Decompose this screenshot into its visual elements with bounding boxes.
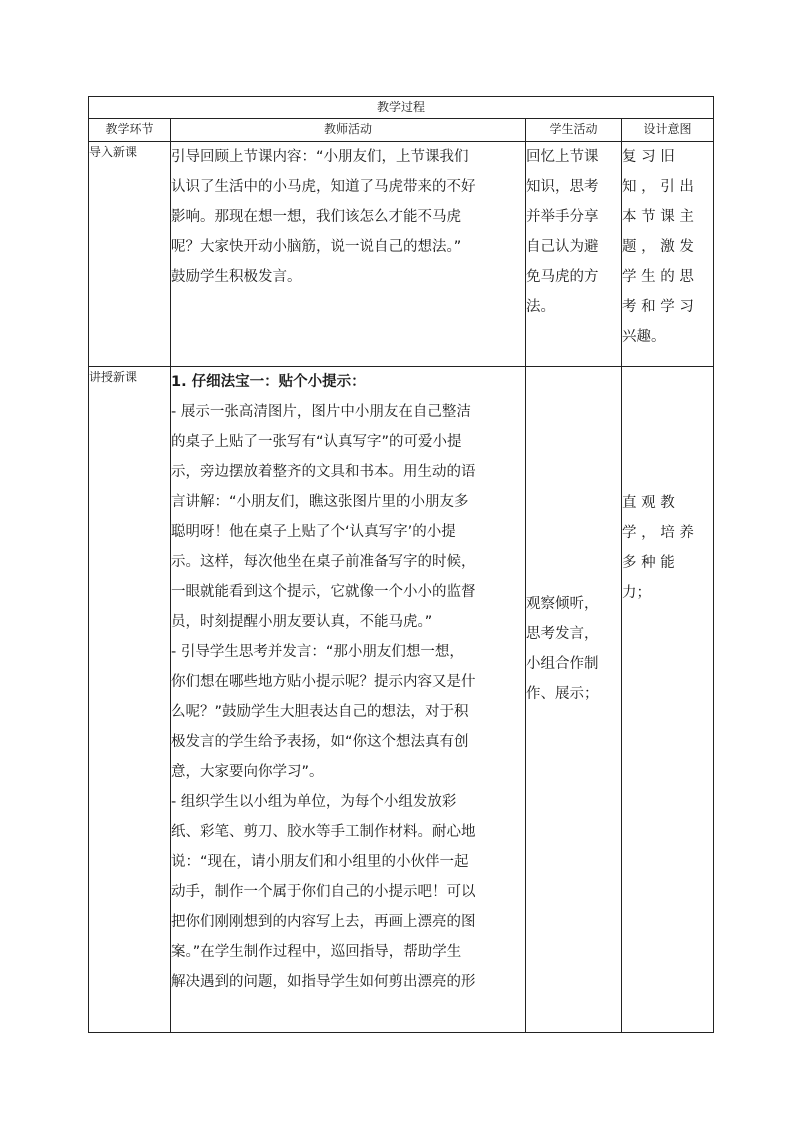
stage-label: 讲授新课 [89,370,138,384]
text-line: 把你们刚刚想到的内容写上去，再画上漂亮的图 [171,914,476,930]
text-line: 本 节 课 主 [622,209,694,225]
text-line: 小组合作制 [526,656,599,672]
text-line: 一眼就能看到这个提示，它就像一个小小的监督 [171,584,476,600]
text-line: 思考发言， [526,626,599,642]
text-line: 极发言的学生给予表扬，如“你这个想法真有创 [171,734,469,750]
text-line: 鼓励学生积极发言。 [171,269,302,285]
stage-label: 导入新课 [89,145,138,159]
text-line: 呢？大家快开动小脑筋，说一说自己的想法。” [171,239,462,255]
text-line: 并举手分享 [526,209,599,225]
text-line: 自己认为避 [526,239,599,255]
table-row [89,367,714,1033]
text-line: 题 ， 激 发 [622,239,694,255]
text-line: 纸、彩笔、剪刀、胶水等手工制作材料。耐心地 [171,824,476,840]
text-line: 作、展示； [526,686,599,702]
text-line: 考 和 学 习 [622,299,694,315]
text-line: - 引导学生思考并发言：“那小朋友们想一想， [171,644,464,660]
text-line: 免马虎的方 [526,269,599,285]
text-line: 认识了生活中的小马虎，知道了马虎带来的不好 [171,179,476,195]
table-title: 教学过程 [89,97,714,119]
text-line: 学 生 的 思 [622,269,694,285]
text-line: 引导回顾上节课内容：“小朋友们，上节课我们 [171,149,469,165]
teaching-process-table [88,96,714,1033]
table-row [89,142,714,367]
text-line: 法。 [526,299,555,315]
student-activity-cell [526,142,622,367]
text-line: 力； [622,585,651,601]
text-line: 复 习 旧 [622,149,675,165]
spacer [526,367,621,589]
text-line: 回忆上节课 [526,149,599,165]
text-line: 员，时刻提醒小朋友要认真，不能马虎。” [171,614,433,630]
text-line: 示，旁边摆放着整齐的文具和书本。用生动的语 [171,464,476,480]
text-line: 直 观 教 [622,495,675,511]
text-line: 观察倾听， [526,596,599,612]
text-line: 示。这样，每次他坐在桌子前准备写字的时候， [171,554,476,570]
text-line: 兴趣。 [622,329,666,345]
text-line: 么呢？”鼓励学生大胆表达自己的想法，对于积 [171,704,469,720]
header-teacher: 教师活动 [171,119,526,142]
text-line: - 组织学生以小组为单位，为每个小组发放彩 [171,794,457,810]
text-line: 言讲解：“小朋友们，瞧这张图片里的小朋友多 [171,494,469,510]
header-intent: 设计意图 [622,119,714,142]
text-line: 你们想在哪些地方贴小提示呢？提示内容又是什 [171,674,476,690]
header-stage: 教学环节 [89,119,171,142]
design-intent-cell [622,142,714,367]
teacher-activity-cell [171,142,526,367]
text-line: 意，大家要向你学习”。 [171,764,324,780]
text-line: 案。”在学生制作过程中，巡回指导，帮助学生 [171,944,462,960]
design-intent-cell [622,367,714,1033]
stage-cell [89,367,171,1033]
spacer [622,367,713,488]
text-line: 知 ， 引 出 [622,179,694,195]
text-line: - 展示一张高清图片，图片中小朋友在自己整洁 [171,404,471,420]
text-line: 学 ， 培 养 [622,525,694,541]
text-line: 知识，思考 [526,179,599,195]
text-line: 的桌子上贴了一张写有“认真写字”的可爱小提 [171,434,462,450]
header-student: 学生活动 [526,119,622,142]
text-line: 影响。那现在想一想，我们该怎么才能不马虎 [171,209,461,225]
text-line: 解决遇到的问题，如指导学生如何剪出漂亮的形 [171,974,476,990]
text-line: 说：“现在，请小朋友们和小组里的小伙伴一起 [171,854,469,870]
teacher-activity-cell [171,367,526,1033]
text-line: 聪明呀！他在桌子上贴了个‘认真写字’的小提 [171,524,456,540]
stage-cell [89,142,171,367]
student-activity-cell [526,367,622,1033]
text-line: 动手，制作一个属于你们自己的小提示吧！可以 [171,884,476,900]
text-line: 多 种 能 [622,555,675,571]
section-heading: 1. 仔细法宝一：贴个小提示： [171,374,366,390]
